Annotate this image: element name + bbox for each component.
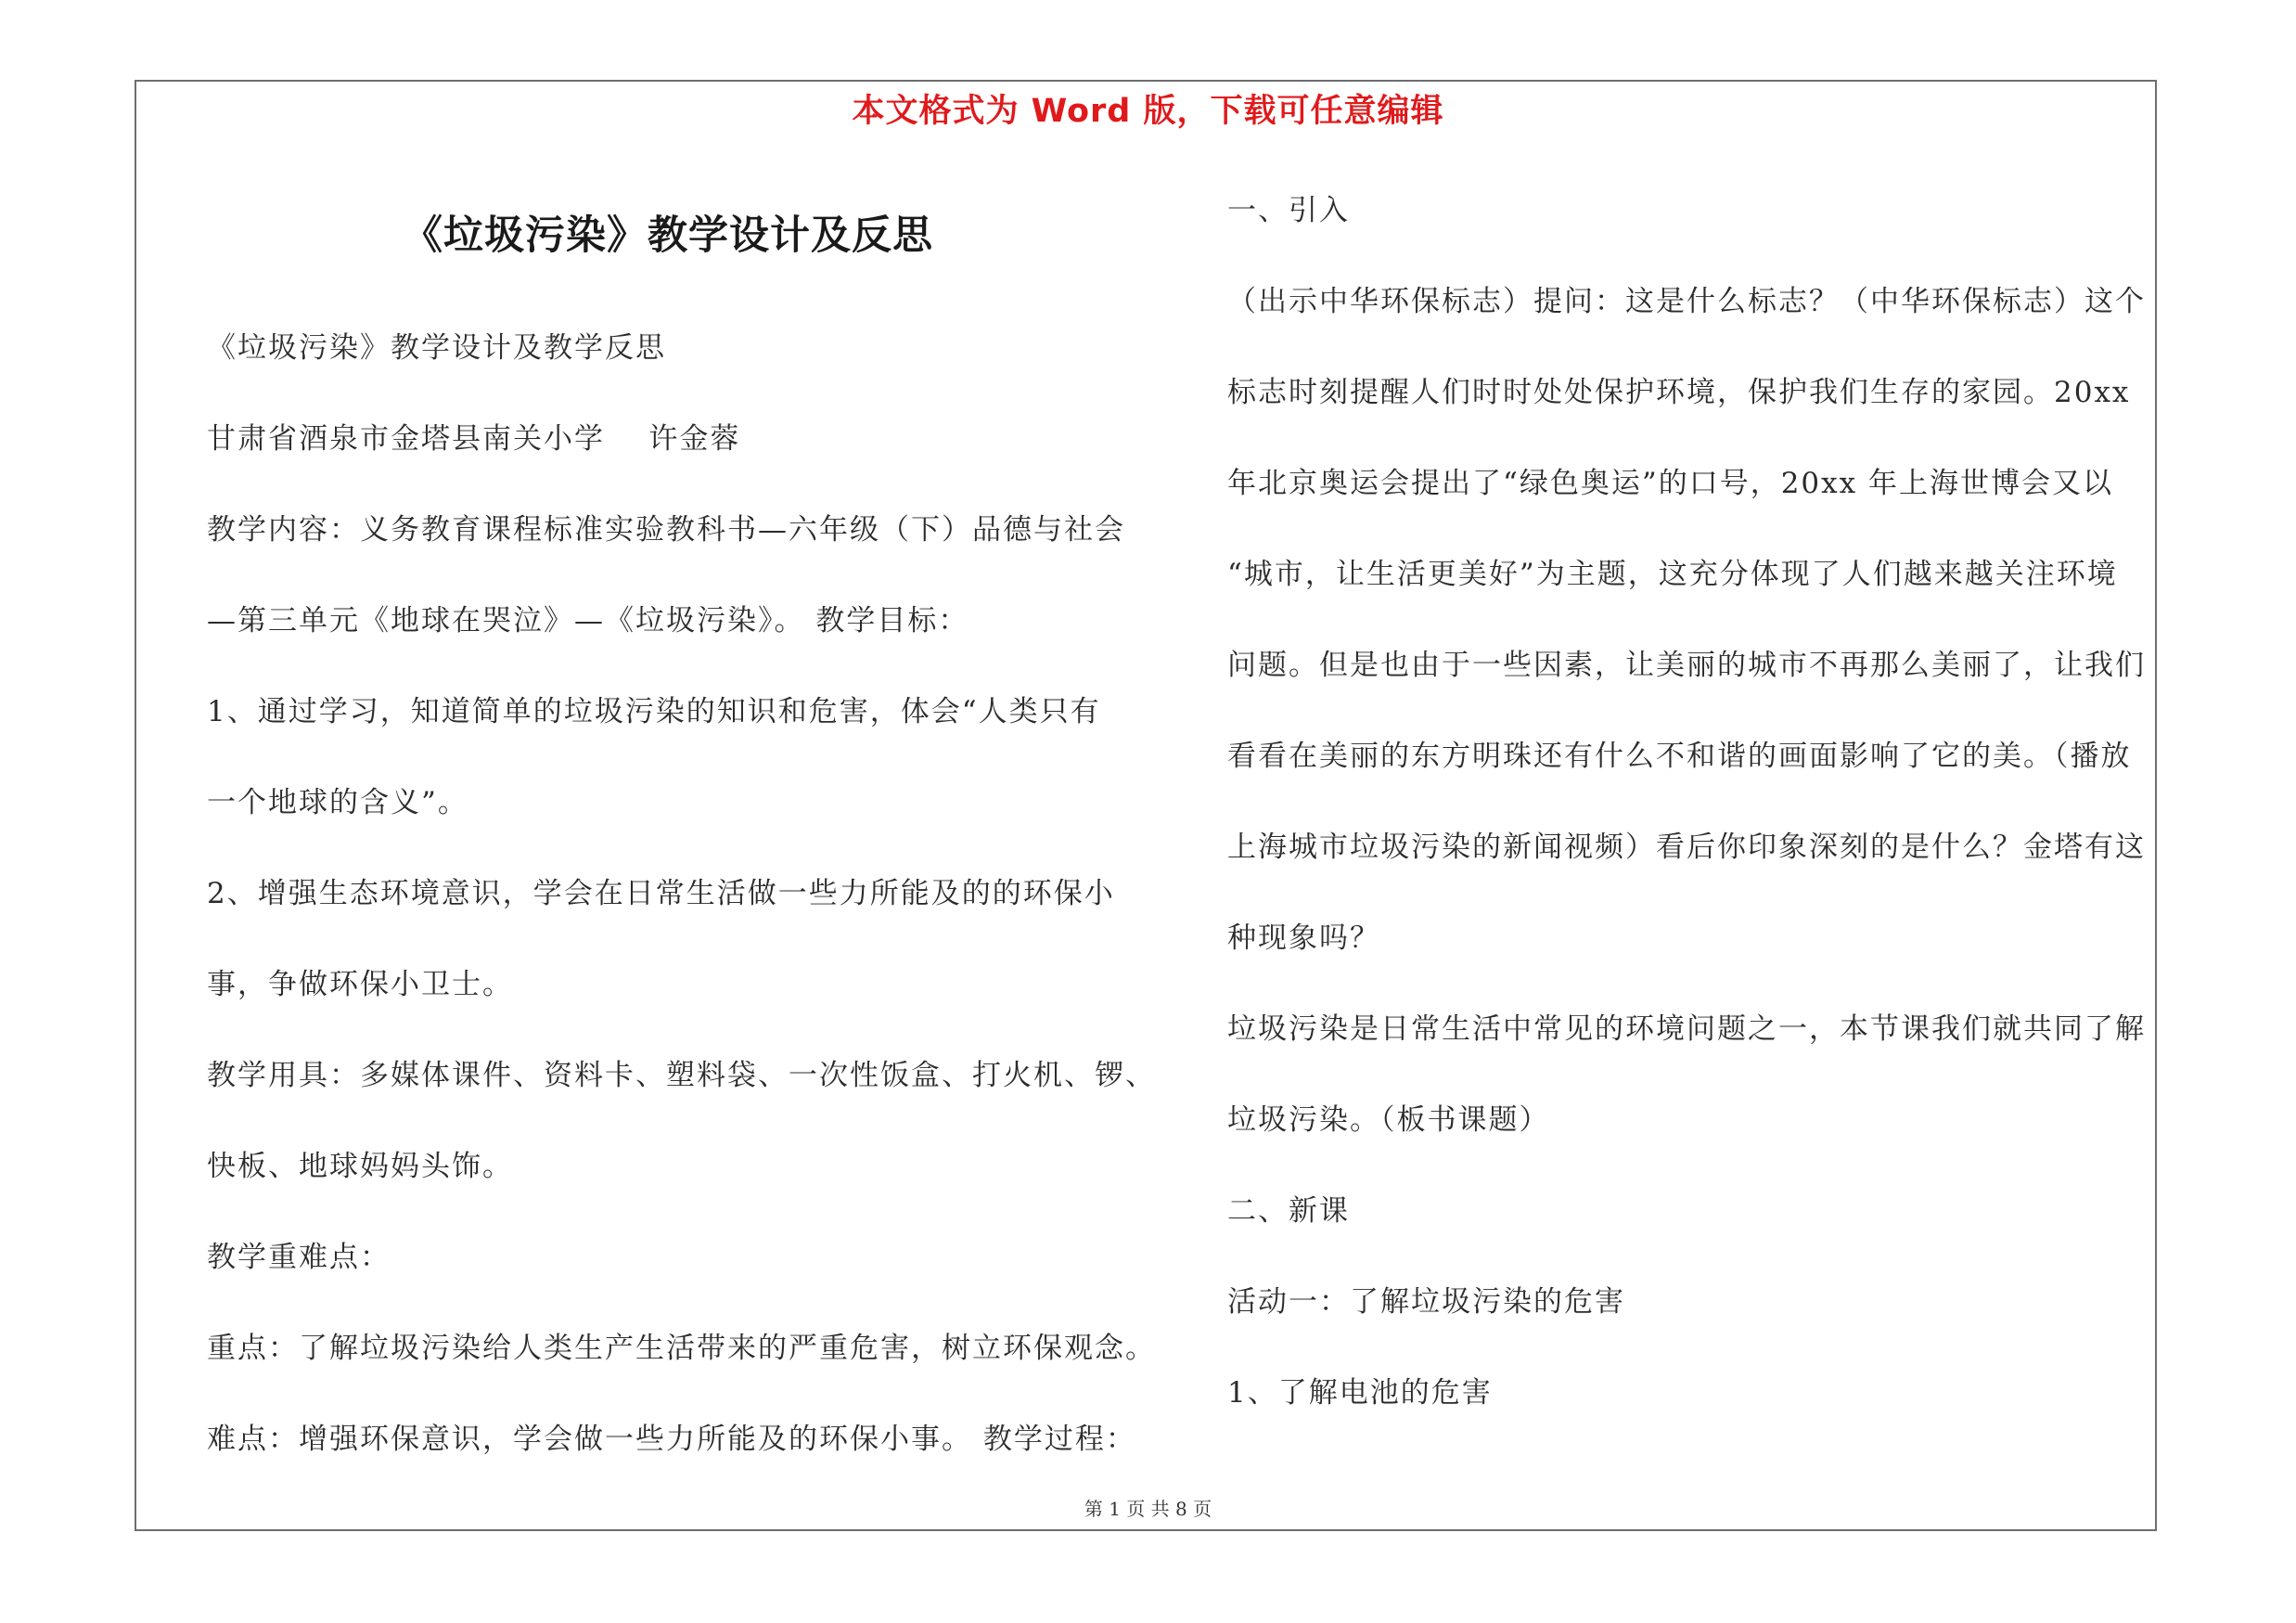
paragraph-line: 年北京奥运会提出了“绿色奥运”的口号，20xx 年上海世博会又以	[1227, 467, 2113, 500]
paragraph-line: “城市，让生活更美好”为主题，这充分体现了人们越来越关注环境	[1227, 558, 2118, 591]
paragraph-line: 一、引入	[1227, 194, 1350, 227]
paragraph-line: 二、新课	[1227, 1194, 1350, 1228]
paragraph-line: 1、通过学习，知道简单的垃圾污染的知识和危害，体会“人类只有	[207, 695, 1101, 728]
paragraph-line: 难点：增强环保意识，学会做一些力所能及的环保小事。 教学过程：	[207, 1423, 1136, 1456]
paragraph-line: 标志时刻提醒人们时时处处保护环境，保护我们生存的家园。20xx	[1227, 376, 2131, 409]
paragraph-line: 甘肃省酒泉市金塔县南关小学 许金蓉	[207, 422, 741, 456]
paragraph-line: （出示中华环保标志）提问：这是什么标志？（中华环保标志）这个	[1227, 285, 2146, 318]
word-format-notice: 本文格式为 Word 版，下载可任意编辑	[852, 93, 1444, 130]
paragraph-line: 重点：了解垃圾污染给人类生产生活带来的严重危害，树立环保观念。	[207, 1332, 1156, 1365]
document-title: 《垃圾污染》教学设计及反思	[403, 213, 933, 259]
paragraph-line: 垃圾污染是日常生活中常见的环境问题之一，本节课我们就共同了解	[1227, 1012, 2146, 1046]
paragraph-line: 快板、地球妈妈头饰。	[207, 1150, 513, 1183]
paragraph-line: 2、增强生态环境意识，学会在日常生活做一些力所能及的的环保小	[207, 877, 1115, 910]
right-column	[1227, 187, 2155, 1461]
page-number: 第 1 页 共 8 页	[1084, 1498, 1212, 1520]
paragraph-line: 一个地球的含义”。	[207, 786, 468, 819]
left-column	[207, 325, 1156, 1507]
paragraph-line: 事，争做环保小卫士。	[207, 968, 513, 1001]
paragraph-line: 教学内容：义务教育课程标准实验教科书—六年级（下）品德与社会	[207, 513, 1125, 547]
paragraph-line: 垃圾污染。（板书课题）	[1227, 1103, 1550, 1137]
paragraph-line: 看看在美丽的东方明珠还有什么不和谐的画面影响了它的美。（播放	[1227, 740, 2132, 773]
paragraph-line: 活动一：了解垃圾污染的危害	[1227, 1285, 1625, 1319]
paragraph-line: 问题。但是也由于一些因素，让美丽的城市不再那么美丽了，让我们	[1227, 649, 2146, 682]
paragraph-line: —第三单元《地球在哭泣》—《垃圾污染》。 教学目标：	[207, 604, 969, 638]
paragraph-line: 《垃圾污染》教学设计及教学反思	[207, 331, 666, 365]
paragraph-line: 教学用具：多媒体课件、资料卡、塑料袋、一次性饭盒、打火机、锣、	[207, 1059, 1156, 1092]
paragraph-line: 1、了解电池的危害	[1227, 1376, 1493, 1410]
paragraph-line: 教学重难点：	[207, 1241, 391, 1274]
paragraph-line: 上海城市垃圾污染的新闻视频）看后你印象深刻的是什么？金塔有这	[1227, 831, 2146, 864]
paragraph-line: 种现象吗？	[1227, 921, 1380, 955]
